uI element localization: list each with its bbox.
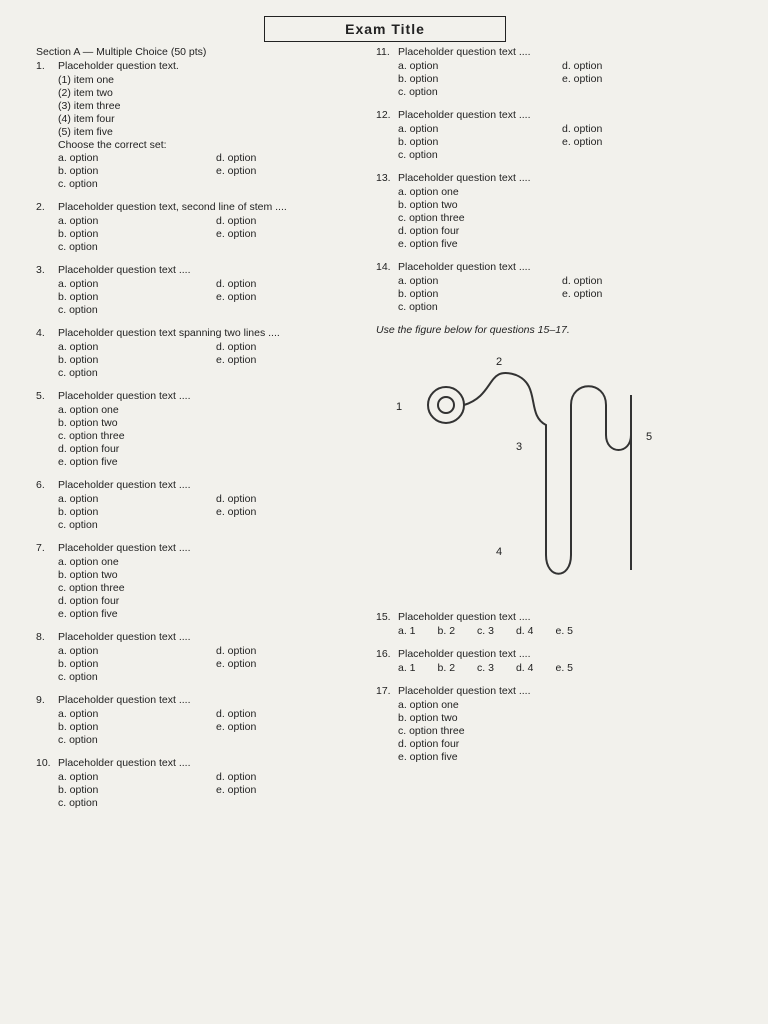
question-text: Placeholder question text .... <box>398 109 531 121</box>
answer-option[interactable]: a. option one <box>398 186 459 198</box>
exam-title: Exam Title <box>264 16 506 42</box>
answer-option[interactable]: a. option <box>398 123 439 135</box>
question-number: 7. <box>36 542 45 554</box>
question <box>36 327 364 380</box>
answer-option[interactable]: c. 3 <box>477 625 494 637</box>
answer-options <box>58 645 364 684</box>
diagram-label-4: 4 <box>496 546 503 558</box>
answer-option[interactable]: a. option <box>58 215 99 227</box>
question-number: 13. <box>376 172 391 184</box>
answer-option[interactable]: d. option four <box>58 443 120 455</box>
question-list-right-top <box>376 46 716 314</box>
question <box>376 261 716 314</box>
question <box>36 757 364 810</box>
question-body <box>58 390 364 469</box>
capsule-inner-shape <box>438 397 454 413</box>
question-number: 4. <box>36 327 45 339</box>
answer-options <box>58 493 364 532</box>
answer-options <box>58 278 364 317</box>
question-body <box>58 694 364 747</box>
answer-options <box>398 123 716 162</box>
answer-option[interactable]: d. option four <box>398 738 460 750</box>
answer-option[interactable]: c. option three <box>398 725 465 737</box>
question-number: 10. <box>36 757 51 769</box>
answer-option[interactable]: c. 3 <box>477 662 494 674</box>
question-list-right-bottom <box>376 611 716 764</box>
answer-option[interactable]: e. option <box>216 354 257 366</box>
answer-option[interactable]: b. option <box>58 784 99 796</box>
answer-option[interactable]: a. 1 <box>398 662 416 674</box>
question-number: 11. <box>376 46 390 58</box>
question-body <box>398 261 716 314</box>
diagram-label-1: 1 <box>396 401 403 413</box>
question-text: Placeholder question text .... <box>398 261 531 273</box>
answer-options <box>58 152 364 191</box>
question-text: Placeholder question text. <box>58 60 179 72</box>
answer-option[interactable]: d. option <box>216 708 257 720</box>
answer-option[interactable]: b. option <box>398 136 439 148</box>
answer-option[interactable]: c. option three <box>58 582 125 594</box>
answer-option[interactable]: b. option <box>58 721 99 733</box>
answer-option[interactable]: c. option <box>58 797 98 809</box>
question-item: (1) item one <box>58 74 115 86</box>
question-number: 12. <box>376 109 391 121</box>
question-number: 6. <box>36 479 45 491</box>
answer-option[interactable]: c. option <box>58 367 98 379</box>
answer-options <box>398 662 716 675</box>
question-body <box>58 631 364 684</box>
answer-option[interactable]: c. option <box>58 734 98 746</box>
answer-options <box>398 186 716 251</box>
question-number: 16. <box>376 648 391 660</box>
answer-options <box>398 275 716 314</box>
glomerulus-shape <box>428 387 464 423</box>
answer-option[interactable]: e. option <box>562 73 603 85</box>
answer-option[interactable]: b. 2 <box>437 625 456 637</box>
question-text: Placeholder question text .... <box>398 648 531 660</box>
answer-option[interactable]: e. option <box>216 506 257 518</box>
answer-option[interactable]: b. option <box>398 73 439 85</box>
question-number: 17. <box>376 685 391 697</box>
answer-option[interactable]: d. option <box>562 60 603 72</box>
answer-option[interactable]: e. option <box>216 658 257 670</box>
question <box>36 264 364 317</box>
question <box>376 685 716 764</box>
answer-option[interactable]: a. option <box>58 645 99 657</box>
answer-option[interactable]: a. 1 <box>398 625 416 637</box>
answer-option[interactable]: d. option <box>216 278 257 290</box>
question <box>376 172 716 251</box>
question-body <box>398 172 716 251</box>
question-body <box>398 611 716 638</box>
question <box>376 46 716 99</box>
answer-option[interactable]: b. 2 <box>437 662 456 674</box>
answer-option[interactable]: e. option <box>216 165 257 177</box>
answer-option[interactable]: e. option five <box>58 456 118 468</box>
question <box>376 648 716 675</box>
question-item: (4) item four <box>58 113 115 125</box>
left-column <box>36 46 364 820</box>
answer-option[interactable]: a. option one <box>58 404 119 416</box>
answer-option[interactable]: d. 4 <box>515 662 534 674</box>
answer-options <box>398 60 716 99</box>
answer-option[interactable]: c. option three <box>398 212 465 224</box>
question-number: 3. <box>36 264 45 276</box>
question-text: Placeholder question text .... <box>398 46 531 58</box>
answer-option[interactable]: c. option <box>398 301 438 313</box>
answer-option[interactable]: a. option one <box>58 556 119 568</box>
answer-option[interactable]: e. option <box>216 784 257 796</box>
question-body <box>58 327 364 380</box>
answer-option[interactable]: a. option <box>58 771 99 783</box>
question-body <box>58 264 364 317</box>
question-text: Placeholder question text .... <box>398 172 531 184</box>
answer-option[interactable]: a. option <box>58 278 99 290</box>
answer-option[interactable]: b. option two <box>58 417 118 429</box>
answer-option[interactable]: c. option <box>58 241 98 253</box>
question-body <box>58 60 364 191</box>
answer-option[interactable]: e. option five <box>398 751 458 763</box>
question-text: Placeholder question text .... <box>58 264 191 276</box>
question-number: 8. <box>36 631 45 643</box>
question-item: Choose the correct set: <box>58 139 167 151</box>
answer-option[interactable]: c. option <box>398 86 438 98</box>
answer-option[interactable]: a. option <box>58 152 99 164</box>
question-text: Placeholder question text .... <box>58 390 191 402</box>
right-column <box>376 46 716 774</box>
question-body <box>398 109 716 162</box>
answer-option[interactable]: b. option <box>58 291 99 303</box>
section-heading: Section A — Multiple Choice (50 pts) <box>36 46 207 58</box>
answer-option[interactable]: d. option <box>562 275 603 287</box>
answer-option[interactable]: d. option <box>216 645 257 657</box>
question-body <box>58 757 364 810</box>
question-number: 5. <box>36 390 45 402</box>
question-body <box>58 479 364 532</box>
question-text: Placeholder question text spanning two lines .... <box>58 327 280 339</box>
answer-option[interactable]: d. option <box>216 341 257 353</box>
question-text: Placeholder question text .... <box>398 685 531 697</box>
answer-option[interactable]: a. option one <box>398 699 459 711</box>
answer-option[interactable]: b. option <box>398 288 439 300</box>
answer-option[interactable]: a. option <box>58 708 99 720</box>
answer-option[interactable]: b. option <box>58 165 99 177</box>
answer-option[interactable]: e. option five <box>58 608 118 620</box>
question-item: (5) item five <box>58 126 113 138</box>
answer-option[interactable]: a. option <box>58 341 99 353</box>
answer-option[interactable]: e. 5 <box>555 662 573 674</box>
question-body <box>398 648 716 675</box>
answer-option[interactable]: e. option <box>216 721 257 733</box>
answer-options <box>398 699 716 764</box>
question <box>376 611 716 638</box>
question-list-left <box>36 60 364 810</box>
question-body <box>398 685 716 764</box>
answer-options <box>58 215 364 254</box>
answer-option[interactable]: e. option five <box>398 238 458 250</box>
question-text: Placeholder question text .... <box>58 757 191 769</box>
answer-option[interactable]: a. option <box>58 493 99 505</box>
question-text: Placeholder question text .... <box>58 479 191 491</box>
answer-options <box>58 341 364 380</box>
answer-option[interactable]: b. option two <box>398 199 458 211</box>
answer-option[interactable]: e. 5 <box>555 625 573 637</box>
answer-options <box>58 708 364 747</box>
answer-option[interactable]: b. option two <box>58 569 118 581</box>
answer-option[interactable]: d. option <box>216 771 257 783</box>
question-number: 1. <box>36 60 45 72</box>
answer-options <box>58 404 364 469</box>
diagram-label-3: 3 <box>516 441 523 453</box>
question-number: 14. <box>376 261 391 273</box>
answer-option[interactable]: b. option <box>58 658 99 670</box>
answer-option[interactable]: d. option four <box>398 225 460 237</box>
question-body <box>58 201 364 254</box>
diagram-note: Use the figure below for questions 15–17. <box>376 324 570 336</box>
answer-option[interactable]: c. option <box>58 519 98 531</box>
diagram-label-2: 2 <box>496 356 503 368</box>
answer-option[interactable]: a. option <box>398 275 439 287</box>
answer-option[interactable]: b. option <box>58 354 99 366</box>
answer-options <box>58 771 364 810</box>
question-number: 2. <box>36 201 45 213</box>
nephron-diagram <box>376 345 716 595</box>
answer-option[interactable]: a. option <box>398 60 439 72</box>
answer-options <box>58 556 364 621</box>
question-item: (3) item three <box>58 100 121 112</box>
question-body <box>398 46 716 99</box>
question-text: Placeholder question text .... <box>58 694 191 706</box>
question-text: Placeholder question text .... <box>58 542 191 554</box>
answer-option[interactable]: c. option <box>58 178 98 190</box>
answer-option[interactable]: d. 4 <box>515 625 534 637</box>
answer-option[interactable]: d. option <box>216 215 257 227</box>
answer-option[interactable]: d. option <box>562 123 603 135</box>
question <box>36 694 364 747</box>
question <box>36 201 364 254</box>
answer-option[interactable]: e. option <box>562 136 603 148</box>
answer-option[interactable]: e. option <box>562 288 603 300</box>
answer-option[interactable]: e. option <box>216 291 257 303</box>
answer-option[interactable]: c. option <box>58 671 98 683</box>
answer-option[interactable]: d. option <box>216 152 257 164</box>
question <box>36 390 364 469</box>
question-number: 15. <box>376 611 391 623</box>
question <box>36 631 364 684</box>
question <box>376 109 716 162</box>
tubule-shape <box>464 373 631 574</box>
question-text: Placeholder question text, second line of stem .... <box>58 201 287 213</box>
answer-option[interactable]: c. option <box>398 149 438 161</box>
answer-option[interactable]: d. option <box>216 493 257 505</box>
answer-option[interactable]: e. option <box>216 228 257 240</box>
question-item: (2) item two <box>58 87 113 99</box>
question-body <box>58 542 364 621</box>
question-text: Placeholder question text .... <box>58 631 191 643</box>
diagram-label-5: 5 <box>646 431 653 443</box>
question <box>36 60 364 191</box>
question <box>36 479 364 532</box>
question <box>36 542 364 621</box>
answer-options <box>398 625 716 638</box>
answer-option[interactable]: c. option three <box>58 430 125 442</box>
answer-option[interactable]: b. option <box>58 228 99 240</box>
question-text: Placeholder question text .... <box>398 611 531 623</box>
answer-option[interactable]: d. option four <box>58 595 120 607</box>
answer-option[interactable]: c. option <box>58 304 98 316</box>
answer-option[interactable]: b. option <box>58 506 99 518</box>
answer-option[interactable]: b. option two <box>398 712 458 724</box>
question-number: 9. <box>36 694 45 706</box>
